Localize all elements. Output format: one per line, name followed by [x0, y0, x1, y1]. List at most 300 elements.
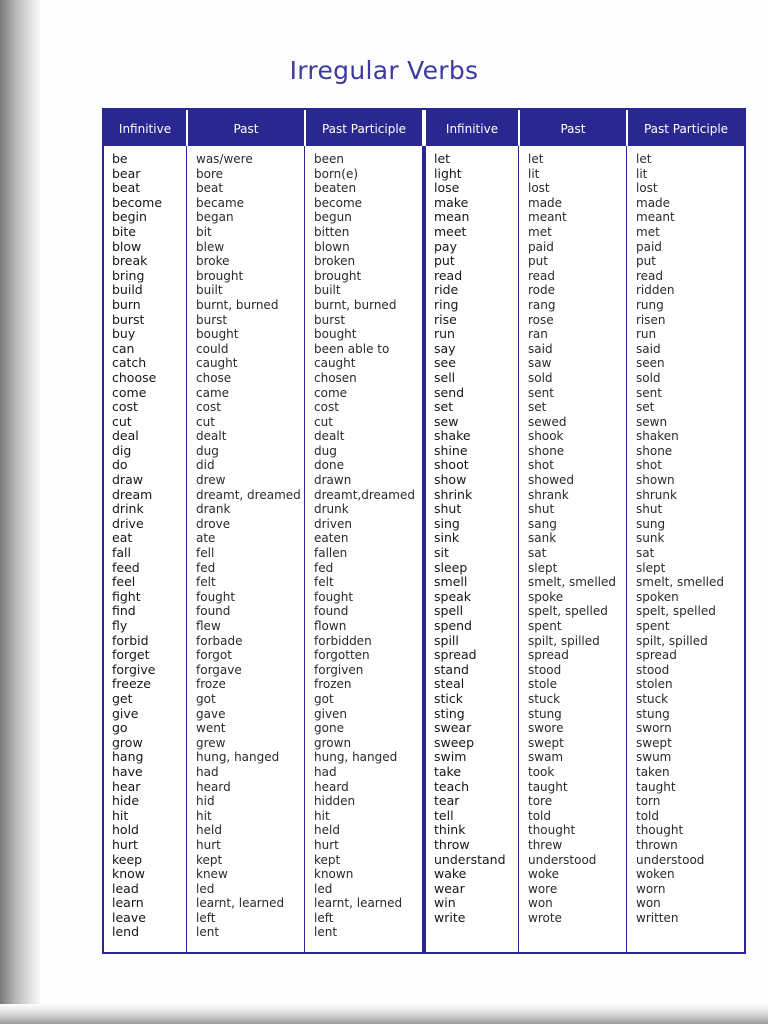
verb-cell: lend	[112, 924, 140, 940]
verb-cell: led	[314, 881, 333, 896]
verb-cell: tear	[434, 793, 460, 809]
verb-cell: met	[636, 224, 660, 239]
verb-list	[434, 152, 506, 925]
verb-cell: stand	[434, 661, 469, 677]
verb-cell: feed	[112, 559, 140, 575]
verb-cell: meet	[434, 223, 467, 239]
verb-cell: teach	[434, 778, 470, 794]
page-title: Irregular Verbs	[289, 56, 479, 85]
verb-cell: set	[636, 400, 655, 415]
verb-cell: set	[528, 400, 547, 415]
verb-cell: hit	[314, 808, 330, 823]
verb-cell: become	[314, 195, 363, 210]
table-header	[104, 110, 744, 146]
verb-cell: hurt	[196, 837, 221, 852]
verb-cell: held	[196, 823, 222, 838]
verb-cell: sewed	[528, 414, 567, 429]
verb-cell: stung	[636, 706, 670, 721]
verb-cell: flew	[196, 619, 221, 633]
verb-cell: became	[196, 195, 245, 210]
verb-cell: drove	[196, 516, 231, 531]
verb-cell: made	[636, 195, 671, 210]
verb-cell: swept	[528, 735, 564, 750]
verb-cell: catch	[112, 355, 147, 371]
verb-cell: shone	[636, 443, 673, 458]
verb-cell: have	[112, 763, 143, 779]
verb-cell: stood	[528, 662, 562, 677]
verb-cell: bought	[314, 327, 357, 342]
verb-cell: got	[196, 691, 216, 706]
verb-cell: took	[528, 764, 555, 779]
verb-cell: swam	[528, 750, 564, 765]
verb-list	[314, 152, 415, 940]
verb-cell: won	[636, 896, 661, 911]
verb-cell: stick	[434, 690, 463, 706]
verb-cell: could	[196, 341, 229, 356]
verb-cell: spilt, spilled	[528, 633, 600, 648]
verb-cell: spilt, spilled	[636, 633, 708, 648]
verb-cell: thrown	[636, 837, 678, 852]
verb-cell: sink	[434, 530, 460, 546]
verb-cell: gone	[314, 721, 344, 736]
verb-cell: fought	[196, 589, 236, 604]
verb-cell: sent	[636, 385, 662, 400]
verb-cell: spend	[434, 618, 472, 633]
verb-cell: frozen	[314, 677, 352, 692]
verb-cell: built	[314, 283, 341, 298]
verb-cell: spelt, spelled	[636, 604, 716, 619]
verb-cell: showed	[528, 473, 575, 488]
verb-cell: given	[314, 706, 348, 721]
verb-cell: sent	[528, 385, 554, 400]
verb-cell: let	[528, 152, 544, 166]
verb-cell: worn	[636, 881, 666, 896]
verb-list	[112, 152, 162, 940]
verb-cell: hung, hanged	[314, 750, 398, 765]
verb-cell: bite	[112, 223, 136, 239]
verb-cell: sweep	[434, 734, 475, 750]
verb-cell: hit	[196, 808, 212, 823]
verb-cell: put	[528, 254, 548, 269]
verb-cell: woke	[528, 867, 560, 882]
verb-cell: ride	[434, 282, 459, 298]
header-past-right: Past	[560, 122, 586, 136]
verb-cell: fight	[112, 588, 141, 604]
verb-cell: dig	[112, 442, 132, 458]
verb-cell: fought	[314, 589, 354, 604]
verb-cell: ran	[528, 327, 548, 342]
verb-cell: dealt	[196, 429, 227, 444]
verb-cell: taught	[636, 779, 676, 794]
verb-cell: shut	[528, 502, 555, 517]
verb-cell: met	[528, 224, 552, 239]
verb-cell: slept	[528, 560, 558, 575]
column-divider	[186, 146, 187, 952]
verb-cell: caught	[196, 356, 238, 371]
verb-cell: put	[636, 254, 656, 269]
verb-cell: heard	[196, 779, 231, 794]
verb-cell: blew	[196, 239, 225, 254]
verb-cell: froze	[196, 677, 226, 692]
verb-cell: beat	[196, 181, 224, 196]
verb-cell: understood	[528, 852, 597, 867]
verb-cell: think	[434, 822, 466, 838]
verb-cell: did	[196, 458, 215, 473]
verb-cell: swum	[636, 750, 672, 765]
verb-cell: tell	[434, 807, 454, 823]
verb-cell: eaten	[314, 531, 349, 546]
header-participle-left: Past Participle	[321, 122, 407, 136]
verb-cell: smelt, smelled	[528, 575, 616, 590]
verb-cell: lit	[636, 166, 648, 181]
verb-cell: swim	[434, 749, 467, 765]
verb-cell: knew	[196, 867, 228, 882]
verb-cell: buy	[112, 326, 136, 342]
verb-cell: wore	[528, 881, 558, 896]
verb-cell: taken	[636, 764, 670, 779]
column-divider	[626, 146, 627, 952]
verb-list	[636, 152, 724, 925]
verb-list	[528, 152, 616, 925]
verb-cell: swore	[528, 721, 564, 736]
verb-cell: said	[636, 341, 661, 356]
verb-cell: forgave	[196, 662, 242, 677]
verb-cell: paid	[528, 239, 554, 254]
verb-cell: had	[314, 764, 337, 779]
verb-cell: heard	[314, 779, 349, 794]
verb-cell: thought	[528, 823, 576, 838]
verb-cell: left	[196, 910, 216, 925]
verb-cell: freeze	[112, 676, 151, 692]
column-past-right	[520, 148, 626, 952]
verb-cell: chosen	[314, 370, 357, 385]
verb-cell: lost	[636, 181, 658, 196]
verb-cell: hang	[112, 749, 144, 765]
verb-cell: blown	[314, 239, 350, 254]
verb-cell: drink	[112, 501, 144, 517]
verb-cell: threw	[528, 837, 563, 852]
verb-cell: grew	[196, 735, 226, 750]
verb-cell: lose	[434, 180, 460, 196]
verb-cell: smelt, smelled	[636, 575, 724, 590]
column-divider	[518, 146, 519, 952]
verb-cell: shot	[528, 458, 554, 473]
verb-cell: eat	[112, 530, 133, 546]
verb-cell: shut	[636, 502, 663, 517]
verb-cell: rose	[528, 312, 554, 327]
verb-cell: mean	[434, 209, 470, 225]
verb-cell: let	[434, 151, 451, 166]
verb-cell: sold	[528, 370, 553, 385]
verb-cell: show	[434, 472, 467, 488]
verb-cell: held	[314, 823, 340, 838]
verb-cell: go	[112, 720, 128, 736]
verb-cell: spoken	[636, 589, 679, 604]
verb-cell: known	[314, 867, 354, 882]
verb-cell: put	[434, 253, 455, 269]
verb-cell: grown	[314, 735, 352, 750]
verb-cell: stolen	[636, 677, 673, 692]
verb-cell: bore	[196, 166, 224, 181]
verb-cell: understood	[636, 852, 705, 867]
verb-cell: shoot	[434, 457, 469, 473]
verb-cell: forgot	[196, 648, 232, 663]
verb-cell: deal	[112, 428, 139, 444]
verb-cell: run	[434, 326, 455, 342]
verb-cell: lit	[528, 166, 540, 181]
verb-cell: bitten	[314, 224, 350, 239]
verb-cell: beaten	[314, 181, 357, 196]
verb-cell: ridden	[636, 283, 675, 298]
verb-cell: smell	[434, 574, 468, 590]
verb-cell: forbidden	[314, 633, 372, 648]
verb-cell: wake	[434, 866, 467, 882]
verb-cell: fell	[196, 546, 215, 561]
verb-cell: grow	[112, 734, 143, 750]
verb-cell: kept	[196, 852, 223, 867]
verb-cell: ate	[196, 531, 216, 546]
verb-cell: spread	[434, 647, 477, 663]
verb-cell: rode	[528, 283, 556, 298]
verb-cell: burn	[112, 296, 141, 312]
verb-cell: sit	[434, 545, 449, 561]
verb-cell: dream	[112, 486, 153, 502]
verb-cell: ring	[434, 296, 459, 312]
verb-cell: be	[112, 151, 128, 166]
verb-cell: bought	[196, 327, 239, 342]
verb-cell: rung	[636, 297, 664, 312]
verb-cell: got	[314, 691, 334, 706]
verb-cell: burnt, burned	[314, 297, 397, 312]
verb-cell: blow	[112, 238, 142, 254]
verb-cell: hold	[112, 822, 139, 838]
verb-cell: sat	[528, 546, 547, 561]
column-participle-left	[306, 148, 422, 952]
verb-cell: rang	[528, 297, 556, 312]
verb-cell: win	[434, 895, 456, 911]
verb-cell: write	[434, 909, 466, 925]
verb-cell: born(e)	[314, 166, 359, 181]
verb-cell: forbid	[112, 632, 149, 648]
verb-cell: shown	[636, 473, 675, 488]
verb-cell: keep	[112, 851, 143, 867]
verb-cell: wrote	[528, 910, 562, 925]
verb-cell: forgive	[112, 661, 156, 677]
verb-cell: felt	[196, 575, 216, 590]
verb-cell: sing	[434, 515, 460, 531]
verb-cell: burnt, burned	[196, 297, 279, 312]
verb-cell: beat	[112, 180, 141, 196]
verb-cell: shake	[434, 428, 471, 444]
verb-cell: throw	[434, 836, 470, 852]
verb-cell: make	[434, 194, 469, 210]
verb-cell: shaken	[636, 429, 679, 444]
scan-edge-left	[0, 0, 40, 1024]
verb-cell: dreamt, dreamed	[196, 487, 301, 502]
verb-cell: paid	[636, 239, 662, 254]
verb-cell: written	[636, 910, 679, 925]
verb-cell: fall	[112, 545, 132, 561]
verb-cell: sleep	[434, 559, 468, 575]
verb-cell: went	[196, 721, 226, 736]
verb-cell: sunk	[636, 531, 665, 546]
verb-cell: learnt, learned	[314, 896, 403, 911]
verb-cell: won	[528, 896, 553, 911]
verb-cell: caught	[314, 356, 356, 371]
verb-cell: fly	[112, 618, 128, 633]
verb-cell: gave	[196, 706, 226, 721]
verb-cell: hid	[196, 794, 215, 809]
verb-cell: done	[314, 458, 344, 473]
verb-cell: fed	[196, 560, 216, 575]
verb-list	[196, 152, 301, 940]
verb-cell: dug	[314, 443, 337, 458]
verb-cell: sang	[528, 516, 557, 531]
verb-cell: saw	[528, 356, 552, 371]
header-past-left: Past	[233, 122, 259, 136]
verb-cell: sewn	[636, 414, 668, 429]
verb-cell: shut	[434, 501, 462, 517]
verb-cell: sung	[636, 516, 666, 531]
verb-cell: built	[196, 283, 223, 298]
column-infinitive-left	[104, 148, 186, 952]
verb-cell: swear	[434, 720, 472, 736]
verb-cell: do	[112, 457, 128, 473]
verb-cell: wear	[434, 880, 465, 896]
verb-cell: choose	[112, 369, 157, 385]
verb-cell: break	[112, 253, 148, 269]
verb-cell: rise	[434, 311, 457, 327]
verb-cell: told	[528, 808, 551, 823]
verb-cell: bit	[196, 224, 212, 239]
verb-cell: risen	[636, 312, 666, 327]
verb-cell: see	[434, 355, 456, 371]
verb-cell: forgotten	[314, 648, 370, 663]
verb-cell: sell	[434, 369, 456, 385]
verb-cell: spill	[434, 632, 459, 648]
verb-cell: began	[196, 210, 234, 225]
verb-cell: speak	[434, 588, 472, 604]
verb-cell: come	[112, 384, 147, 400]
verb-cell: sank	[528, 531, 557, 546]
verb-cell: drank	[196, 502, 231, 517]
verb-cell: become	[112, 194, 163, 210]
verb-cell: learnt, learned	[196, 896, 285, 911]
verb-cell: find	[112, 603, 136, 619]
verb-cell: bring	[112, 267, 145, 283]
verb-cell: sew	[434, 413, 459, 429]
verb-cell: tore	[528, 794, 553, 809]
verb-cell: brought	[196, 268, 244, 283]
verb-cell: meant	[636, 210, 675, 225]
verb-cell: cut	[112, 413, 132, 429]
verb-cell: drew	[196, 473, 226, 488]
header-infinitive-left: Infinitive	[118, 122, 172, 136]
verb-cell: spread	[528, 648, 569, 663]
verb-cell: kept	[314, 852, 341, 867]
verb-cell: burst	[314, 312, 346, 327]
verb-cell: forbade	[196, 633, 243, 648]
verb-cell: feel	[112, 574, 136, 590]
verb-cell: hung, hanged	[196, 750, 280, 765]
verb-cell: understand	[434, 851, 506, 867]
verb-cell: shot	[636, 458, 662, 473]
verb-cell: swept	[636, 735, 672, 750]
verb-cell: stood	[636, 662, 670, 677]
verb-cell: come	[314, 385, 348, 400]
verb-cell: forgiven	[314, 662, 364, 677]
verb-cell: bear	[112, 165, 141, 181]
verb-cell: torn	[636, 794, 661, 809]
verb-cell: found	[196, 604, 231, 619]
verb-cell: read	[528, 268, 556, 283]
verb-cell: been able to	[314, 341, 390, 356]
verb-cell: begin	[112, 209, 147, 225]
verb-cell: stung	[528, 706, 562, 721]
verb-cell: lead	[112, 880, 139, 896]
verb-cell: lent	[196, 925, 220, 940]
column-past-left	[188, 148, 304, 952]
verb-cell: shone	[528, 443, 565, 458]
header-participle-right: Past Participle	[643, 122, 729, 136]
verb-cell: shine	[434, 442, 468, 458]
verb-cell: sworn	[636, 721, 672, 736]
verb-cell: spoke	[528, 589, 564, 604]
verb-cell: dug	[196, 443, 219, 458]
verb-cell: dreamt,dreamed	[314, 487, 415, 502]
verb-cell: read	[434, 267, 463, 283]
verb-cell: let	[636, 152, 652, 166]
verb-cell: take	[434, 763, 462, 779]
verb-cell: cost	[196, 400, 221, 415]
verb-cell: was/were	[196, 152, 253, 166]
verb-cell: draw	[112, 472, 143, 488]
verb-cell: shrunk	[636, 487, 677, 502]
verb-cell: begun	[314, 210, 352, 225]
verb-cell: broken	[314, 254, 356, 269]
verb-cell: woken	[636, 867, 675, 882]
verb-cell: shrank	[528, 487, 569, 502]
verb-cell: set	[434, 399, 454, 415]
verb-cell: said	[528, 341, 553, 356]
verb-cell: cut	[196, 414, 215, 429]
verb-cell: drawn	[314, 473, 352, 488]
verb-cell: spent	[528, 619, 562, 633]
verb-cell: spent	[636, 619, 670, 633]
verb-cell: lost	[528, 181, 550, 196]
verb-cell: stole	[528, 677, 558, 692]
verb-cell: found	[314, 604, 349, 619]
verb-cell: hear	[112, 778, 141, 794]
verb-cell: drive	[112, 515, 144, 531]
verb-cell: brought	[314, 268, 362, 283]
verb-cell: stuck	[528, 691, 561, 706]
verb-cell: dealt	[314, 429, 345, 444]
verb-cell: hidden	[314, 794, 356, 809]
verb-cell: shook	[528, 429, 564, 444]
verb-cell: came	[196, 385, 230, 400]
verb-cell: run	[636, 327, 657, 342]
verb-cell: told	[636, 808, 659, 823]
verb-cell: hit	[112, 807, 129, 823]
verb-cell: learn	[112, 895, 144, 911]
verb-cell: thought	[636, 823, 684, 838]
verb-cell: shrink	[434, 486, 473, 502]
verb-cell: spelt, spelled	[528, 604, 608, 619]
scan-edge-bottom	[0, 1004, 768, 1024]
verb-cell: driven	[314, 516, 352, 531]
header-infinitive-right: Infinitive	[445, 122, 499, 136]
